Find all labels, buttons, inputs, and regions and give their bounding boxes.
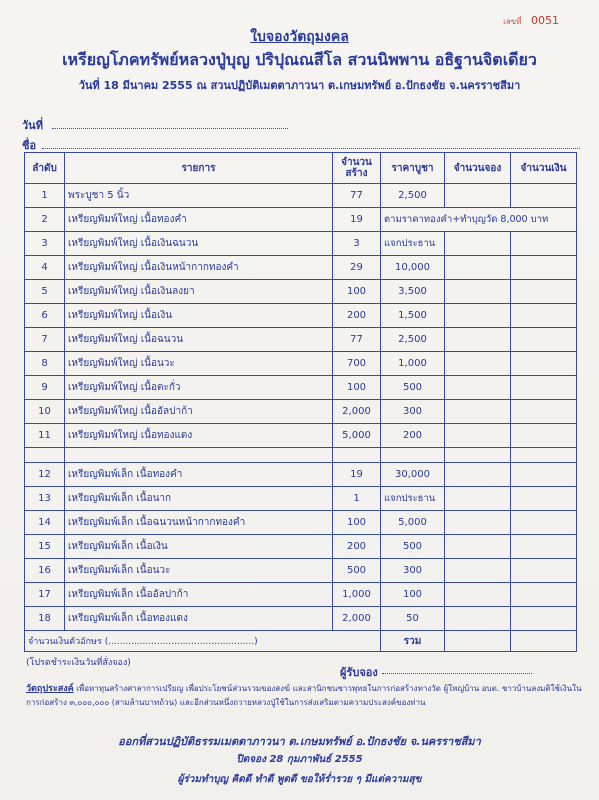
row-price: 3,500	[381, 280, 445, 304]
row-amount[interactable]	[511, 463, 577, 487]
row-amount[interactable]	[511, 232, 577, 256]
row-item: เหรียญพิมพ์ใหญ่ เนื้อเงิน	[65, 304, 333, 328]
row-price: 1,500	[381, 304, 445, 328]
row-item: เหรียญพิมพ์เล็ก เนื้อฉนวนหน้ากากทองคำ	[65, 511, 333, 535]
row-qty: 77	[333, 328, 381, 352]
row-price: 200	[381, 424, 445, 448]
headline: เหรียญโภคทรัพย์หลวงปู่บุญ ปริปุณณสีโล สวนนิพพาน อธิฐานจิตเดียว	[62, 50, 537, 69]
table-row	[25, 304, 577, 328]
row-item: เหรียญพิมพ์ใหญ่ เนื้อฉนวน	[65, 328, 333, 352]
total-row	[25, 631, 577, 652]
row-qty: 700	[333, 352, 381, 376]
table-row	[25, 328, 577, 352]
header-qty: จำนวนสร้าง	[333, 153, 381, 184]
row-qty: 200	[333, 304, 381, 328]
row-no: 13	[25, 487, 65, 511]
event-details: วันที่ 18 มีนาคม 2555 ณ สวนปฏิบัติเมตตาภาวนา ต.เกษมทรัพย์ อ.ปักธงชัย จ.นครราชสีมา	[78, 79, 521, 92]
row-amount[interactable]	[511, 511, 577, 535]
row-no: 14	[25, 511, 65, 535]
row-amount[interactable]	[511, 487, 577, 511]
row-reserve[interactable]	[445, 559, 511, 583]
table-row	[25, 559, 577, 583]
row-item: เหรียญพิมพ์ใหญ่ เนื้อทองแดง	[65, 424, 333, 448]
table-header-row	[25, 153, 577, 184]
footer-close-date: ปิดจอง 28 กุมภาพันธ์ 2555	[236, 754, 363, 765]
purpose-text: เพื่อหาทุนสร้างศาลาการเปรียญ เพื่อประโยชน์ส่วนรวมของสงฆ์ และสานิกชนชาวพุทธในการก่อสร้างทางวัด ผู้ใหญ่บ้าน อบต. ชาวบ้านลงมติใช้เงินในการก่อสร้าง ๓,๐๐๐,๐๐๐ (สามล้านบาทถ้วน) และอีกส่วนหนึ่งถวายหลวงปู่ใช้ในการส่งเสริมตามความประสงค์ของท่าน	[26, 684, 582, 707]
row-item: พระบูชา 5 นิ้ว	[65, 184, 333, 208]
table-body	[25, 184, 577, 631]
row-qty: 100	[333, 280, 381, 304]
total-label: รวม	[381, 631, 445, 652]
row-no: 7	[25, 328, 65, 352]
row-price: 300	[381, 559, 445, 583]
row-no: 5	[25, 280, 65, 304]
row-amount[interactable]	[511, 607, 577, 631]
row-item: เหรียญพิมพ์ใหญ่ เนื้อตะกั่ว	[65, 376, 333, 400]
row-amount[interactable]	[511, 583, 577, 607]
row-reserve[interactable]	[445, 607, 511, 631]
row-no: 4	[25, 256, 65, 280]
row-qty: 19	[333, 463, 381, 487]
row-reserve[interactable]	[445, 256, 511, 280]
row-reserve[interactable]	[445, 352, 511, 376]
table-row	[25, 424, 577, 448]
receiver-field[interactable]	[382, 673, 532, 674]
row-price: 30,000	[381, 463, 445, 487]
row-no: 8	[25, 352, 65, 376]
row-no: 18	[25, 607, 65, 631]
table-row	[25, 511, 577, 535]
table-row	[25, 463, 577, 487]
row-reserve[interactable]	[445, 376, 511, 400]
row-reserve[interactable]	[445, 232, 511, 256]
table-spacer-row	[25, 448, 577, 463]
row-amount[interactable]	[511, 559, 577, 583]
table-row	[25, 487, 577, 511]
row-price: 2,500	[381, 184, 445, 208]
table-row	[25, 280, 577, 304]
row-amount[interactable]	[511, 424, 577, 448]
row-reserve[interactable]	[445, 535, 511, 559]
row-price: 10,000	[381, 256, 445, 280]
document-title: ใบจองวัตถุมงคล	[250, 29, 349, 45]
row-reserve[interactable]	[445, 511, 511, 535]
table-row	[25, 208, 577, 232]
row-reserve[interactable]	[445, 583, 511, 607]
receiver-label	[340, 663, 532, 681]
row-price: 300	[381, 400, 445, 424]
total-reserve-cell[interactable]	[445, 631, 511, 652]
row-item: เหรียญพิมพ์ใหญ่ เนื้อเงินฉนวน	[65, 232, 333, 256]
row-item: เหรียญพิมพ์เล็ก เนื้อเงิน	[65, 535, 333, 559]
row-price: 500	[381, 535, 445, 559]
footer-location: ออกที่สวนปฏิบัติธรรมเมตตาภาวนา ต.เกษมทรัพย์ อ.ปักธงชัย จ.นครราชสีมา	[118, 735, 481, 748]
name-label: ชื่อ	[22, 139, 37, 152]
date-field[interactable]	[52, 128, 288, 129]
row-qty: 500	[333, 559, 381, 583]
row-qty: 77	[333, 184, 381, 208]
table-row	[25, 535, 577, 559]
table-row	[25, 256, 577, 280]
row-no: 2	[25, 208, 65, 232]
table-row	[25, 352, 577, 376]
table-row	[25, 232, 577, 256]
header-no: ลำดับ	[25, 153, 65, 184]
row-qty: 2,000	[333, 400, 381, 424]
row-price: 100	[381, 583, 445, 607]
reservation-table	[24, 152, 577, 652]
row-qty: 29	[333, 256, 381, 280]
table-row	[25, 376, 577, 400]
row-item: เหรียญพิมพ์ใหญ่ เนื้อเงินหน้ากากทองคำ	[65, 256, 333, 280]
row-item: เหรียญพิมพ์ใหญ่ เนื้ออัลปาก้า	[65, 400, 333, 424]
row-price: 1,000	[381, 352, 445, 376]
row-qty: 100	[333, 376, 381, 400]
row-no: 10	[25, 400, 65, 424]
row-price: 500	[381, 376, 445, 400]
row-amount[interactable]	[511, 304, 577, 328]
row-item: เหรียญพิมพ์เล็ก เนื้อนาก	[65, 487, 333, 511]
row-no: 11	[25, 424, 65, 448]
purpose-label: วัตถุประสงค์	[26, 684, 74, 694]
row-amount[interactable]	[511, 184, 577, 208]
row-no: 16	[25, 559, 65, 583]
row-reserve[interactable]	[445, 304, 511, 328]
payment-note: (โปรดชำระเงินวันที่สั่งจอง)	[26, 658, 131, 668]
row-qty: 3	[333, 232, 381, 256]
row-no: 1	[25, 184, 65, 208]
row-reserve[interactable]	[445, 184, 511, 208]
row-price: 5,000	[381, 511, 445, 535]
row-reserve[interactable]	[445, 280, 511, 304]
name-field[interactable]	[42, 148, 580, 149]
row-reserve[interactable]	[445, 487, 511, 511]
row-price: แจกประธาน	[381, 487, 445, 511]
table-row	[25, 400, 577, 424]
row-amount[interactable]	[511, 535, 577, 559]
row-no: 3	[25, 232, 65, 256]
row-amount[interactable]	[511, 400, 577, 424]
table-row	[25, 583, 577, 607]
row-item: เหรียญพิมพ์เล็ก เนื้อนวะ	[65, 559, 333, 583]
header-amount: จำนวนเงิน	[511, 153, 577, 184]
row-qty: 2,000	[333, 607, 381, 631]
row-item: เหรียญพิมพ์ใหญ่ เนื้อทองคำ	[65, 208, 333, 232]
row-amount[interactable]	[511, 352, 577, 376]
footer-blessing: ผู้ร่วมทำบุญ คิดดี ทำดี พูดดี ขอให้ร่ำรวย ๆ มีแต่ความสุข	[177, 774, 422, 785]
row-price: แจกประธาน	[381, 232, 445, 256]
row-amount[interactable]	[511, 376, 577, 400]
receiver-text: ผู้รับจอง	[340, 666, 378, 679]
header-price: ราคาบูชา	[381, 153, 445, 184]
row-reserve[interactable]	[445, 424, 511, 448]
row-qty: 19	[333, 208, 381, 232]
row-no: 6	[25, 304, 65, 328]
row-no: 15	[25, 535, 65, 559]
total-text-label: จำนวนเงินตัวอักษร (...................................................)	[25, 631, 381, 652]
row-price: 50	[381, 607, 445, 631]
serial-value: 0051	[531, 14, 559, 27]
row-qty: 1	[333, 487, 381, 511]
header-reserve: จำนวนจอง	[445, 153, 511, 184]
row-price: ตามราคาทองคำ+ทำบุญวัด 8,000 บาท	[381, 208, 577, 232]
row-item: เหรียญพิมพ์ใหญ่ เนื้อเงินลงยา	[65, 280, 333, 304]
row-item: เหรียญพิมพ์เล็ก เนื้ออัลปาก้า	[65, 583, 333, 607]
row-qty: 1,000	[333, 583, 381, 607]
row-reserve[interactable]	[445, 463, 511, 487]
row-no: 12	[25, 463, 65, 487]
row-no: 17	[25, 583, 65, 607]
row-item: เหรียญพิมพ์เล็ก เนื้อทองแดง	[65, 607, 333, 631]
row-price: 2,500	[381, 328, 445, 352]
row-qty: 5,000	[333, 424, 381, 448]
row-reserve[interactable]	[445, 328, 511, 352]
row-qty: 200	[333, 535, 381, 559]
row-reserve[interactable]	[445, 400, 511, 424]
row-no: 9	[25, 376, 65, 400]
table-row	[25, 607, 577, 631]
row-amount[interactable]	[511, 328, 577, 352]
serial-label: เลขที่	[503, 17, 522, 26]
purpose-section	[26, 682, 582, 710]
row-item: เหรียญพิมพ์ใหญ่ เนื้อนวะ	[65, 352, 333, 376]
row-amount[interactable]	[511, 256, 577, 280]
row-qty: 100	[333, 511, 381, 535]
header-item: รายการ	[65, 153, 333, 184]
total-amount-cell[interactable]	[511, 631, 577, 652]
row-item: เหรียญพิมพ์เล็ก เนื้อทองคำ	[65, 463, 333, 487]
date-label: วันที่	[22, 119, 43, 132]
row-amount[interactable]	[511, 280, 577, 304]
table-row	[25, 184, 577, 208]
